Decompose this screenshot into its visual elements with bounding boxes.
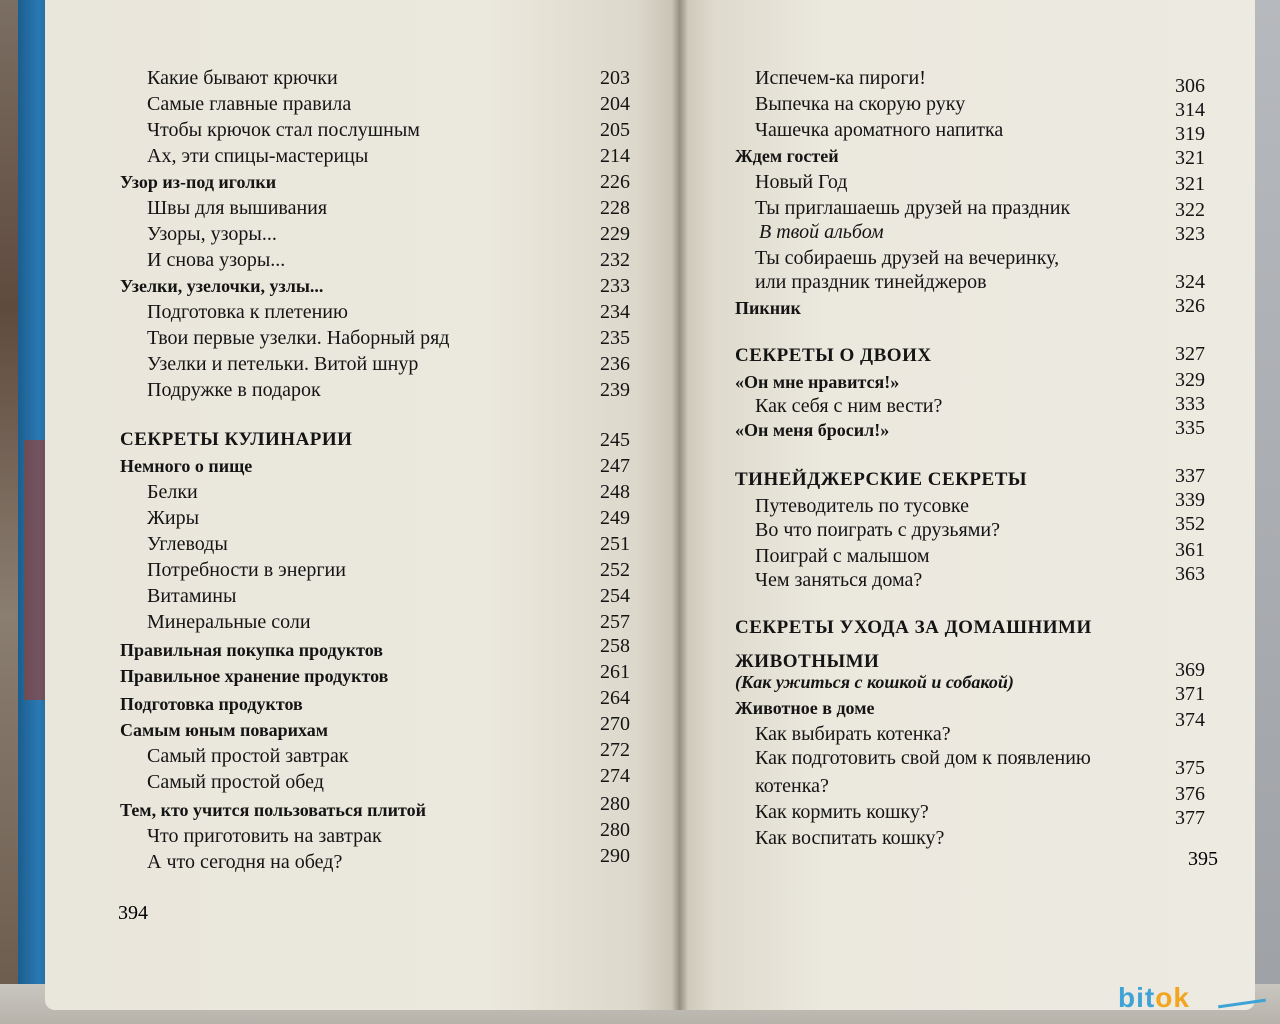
toc-entry-page-number: 361: [1175, 539, 1205, 561]
toc-entry-title: котенка?: [755, 775, 829, 797]
toc-entry-title: Ах, эти спицы-мастерицы: [147, 145, 369, 167]
toc-entry-page-number: 226: [600, 171, 630, 193]
toc-entry-title: Как выбирать котенка?: [755, 723, 951, 745]
toc-entry-title: Самые главные правила: [147, 93, 352, 115]
toc-entry-page-number: 239: [600, 379, 630, 401]
toc-entry-page-number: 214: [600, 145, 630, 167]
toc-entry-title: Углеводы: [147, 533, 228, 555]
toc-entry-title: Узелки и петельки. Витой шнур: [147, 353, 419, 375]
toc-entry-page-number: 234: [600, 301, 630, 323]
toc-entry-page-number: 335: [1175, 417, 1205, 439]
toc-entry-page-number: 333: [1175, 393, 1205, 415]
toc-entry-title: (Как ужиться с кошкой и собакой): [735, 672, 1014, 692]
toc-entry-page-number: 228: [600, 197, 630, 219]
toc-entry-title: Новый Год: [755, 171, 848, 193]
toc-entry-page-number: 252: [600, 559, 630, 581]
toc-entry-page-number: 229: [600, 223, 630, 245]
toc-entry-page-number: 232: [600, 249, 630, 271]
toc-entry-title: И снова узоры...: [147, 249, 286, 271]
toc-entry-page-number: 204: [600, 93, 630, 115]
toc-entry-title: «Он меня бросил!»: [735, 420, 890, 440]
toc-entry-title: Какие бывают крючки: [147, 67, 338, 89]
toc-entry-page-number: 376: [1175, 783, 1205, 805]
toc-entry-title: Животное в доме: [735, 698, 875, 718]
toc-entry-title: Узоры, узоры...: [147, 223, 277, 245]
toc-entry-title: «Он мне нравится!»: [735, 372, 900, 392]
toc-entry-page-number: 339: [1175, 489, 1205, 511]
toc-entry-title: Что приготовить на завтрак: [147, 825, 382, 847]
toc-entry-page-number: 270: [600, 713, 630, 735]
toc-entry-title: А что сегодня на обед?: [147, 851, 343, 873]
toc-entry-page-number: 377: [1175, 807, 1205, 829]
toc-entry-title: Испечем-ка пироги!: [755, 67, 926, 89]
toc-entry-page-number: 203: [600, 67, 630, 89]
toc-entry-title: Выпечка на скорую руку: [755, 93, 966, 115]
toc-entry-page-number: 329: [1175, 369, 1205, 391]
toc-entry-title: СЕКРЕТЫ О ДВОИХ: [735, 345, 932, 366]
toc-entry-title: Подготовка продуктов: [120, 694, 303, 714]
toc-entry-title: Путеводитель по тусовке: [755, 495, 969, 517]
toc-entry-page-number: 369: [1175, 659, 1205, 681]
toc-entry-page-number: 264: [600, 687, 630, 709]
toc-entry-title: Как себя с ним вести?: [755, 395, 943, 417]
toc-entry-page-number: 248: [600, 481, 630, 503]
toc-entry-title: Пикник: [735, 298, 801, 318]
toc-entry-title: Во что поиграть с друзьями?: [755, 519, 1000, 541]
toc-entry-title: Ты собираешь друзей на вечеринку,: [755, 247, 1060, 269]
toc-entry-title: Как кормить кошку?: [755, 801, 929, 823]
toc-entry-page-number: 205: [600, 119, 630, 141]
toc-entry-page-number: 323: [1175, 223, 1205, 245]
toc-entry-title: Как подготовить свой дом к появлению: [755, 747, 1091, 769]
left-page-number: 394: [118, 902, 148, 924]
toc-entry-title: Самый простой завтрак: [147, 745, 349, 767]
toc-entry-title: Подружке в подарок: [147, 379, 321, 401]
toc-entry-title: СЕКРЕТЫ УХОДА ЗА ДОМАШНИМИ: [735, 617, 1092, 638]
toc-entry-page-number: 233: [600, 275, 630, 297]
toc-entry-title: Белки: [147, 481, 198, 503]
toc-entry-page-number: 322: [1175, 199, 1205, 221]
toc-entry-title: Правильное хранение продуктов: [120, 666, 389, 686]
toc-entry-page-number: 352: [1175, 513, 1205, 535]
toc-entry-page-number: 280: [600, 819, 630, 841]
toc-entry-page-number: 327: [1175, 343, 1205, 365]
toc-entry-page-number: 254: [600, 585, 630, 607]
toc-entry-title: Жиры: [147, 507, 200, 529]
toc-entry-page-number: 319: [1175, 123, 1205, 145]
toc-entry-title: Минеральные соли: [147, 611, 311, 633]
toc-entry-page-number: 363: [1175, 563, 1205, 585]
toc-entry-title: ЖИВОТНЫМИ: [735, 651, 880, 672]
toc-entry-page-number: 247: [600, 455, 630, 477]
toc-entry-title: Тем, кто учится пользоваться плитой: [120, 800, 426, 820]
toc-entry-page-number: 375: [1175, 757, 1205, 779]
toc-entry-page-number: 245: [600, 429, 630, 451]
toc-entry-title: Чем заняться дома?: [755, 569, 923, 591]
toc-entry-page-number: 258: [600, 635, 630, 657]
toc-entry-title: В твой альбом: [759, 221, 884, 243]
toc-entry-page-number: 236: [600, 353, 630, 375]
toc-entry-page-number: 249: [600, 507, 630, 529]
toc-entry-title: Как воспитать кошку?: [755, 827, 945, 849]
toc-entry-page-number: 337: [1175, 465, 1205, 487]
toc-entry-title: Немного о пище: [120, 456, 253, 476]
toc-entry-page-number: 257: [600, 611, 630, 633]
toc-entry-page-number: 321: [1175, 147, 1205, 169]
toc-entry-title: Поиграй с малышом: [755, 545, 930, 567]
toc-entry-page-number: 371: [1175, 683, 1205, 705]
toc-entry-page-number: 280: [600, 793, 630, 815]
toc-entry-title: Самый простой обед: [147, 771, 324, 793]
toc-entry-page-number: 314: [1175, 99, 1205, 121]
toc-entry-title: Самым юным поварихам: [120, 720, 329, 740]
toc-entry-page-number: 306: [1175, 75, 1205, 97]
toc-entry-title: Витамины: [147, 585, 237, 607]
toc-entry-title: Чашечка ароматного напитка: [755, 119, 1004, 141]
toc-entry-page-number: 290: [600, 845, 630, 867]
toc-entry-title: Узелки, узелочки, узлы...: [120, 276, 324, 296]
toc-entry-title: ТИНЕЙДЖЕРСКИЕ СЕКРЕТЫ: [735, 469, 1028, 490]
toc-entry-page-number: 326: [1175, 295, 1205, 317]
book-gutter: [672, 0, 688, 1010]
toc-entry-title: Узор из-под иголки: [120, 172, 277, 192]
toc-entry-title: Потребности в энергии: [147, 559, 346, 581]
toc-entry-title: Швы для вышивания: [147, 197, 328, 219]
toc-entry-title: Подготовка к плетению: [147, 301, 348, 323]
toc-entry-page-number: 274: [600, 765, 630, 787]
right-page: [680, 0, 1255, 1010]
toc-entry-title: или праздник тинейджеров: [755, 271, 987, 293]
toc-entry-title: Ждем гостей: [735, 146, 839, 166]
toc-entry-page-number: 324: [1175, 271, 1205, 293]
toc-entry-page-number: 251: [600, 533, 630, 555]
toc-entry-title: Правильная покупка продуктов: [120, 640, 384, 660]
toc-entry-page-number: 321: [1175, 173, 1205, 195]
right-page-number: 395: [1188, 848, 1218, 870]
toc-entry-title: Чтобы крючок стал послушным: [147, 119, 420, 141]
toc-entry-title: Твои первые узелки. Наборный ряд: [147, 327, 450, 349]
left-page: [45, 0, 680, 1010]
toc-entry-page-number: 261: [600, 661, 630, 683]
toc-entry-page-number: 235: [600, 327, 630, 349]
toc-entry-page-number: 374: [1175, 709, 1205, 731]
toc-entry-page-number: 272: [600, 739, 630, 761]
toc-entry-title: СЕКРЕТЫ КУЛИНАРИИ: [120, 429, 353, 450]
watermark-logo: bitok: [1118, 982, 1268, 1018]
toc-entry-title: Ты приглашаешь друзей на праздник: [755, 197, 1071, 219]
